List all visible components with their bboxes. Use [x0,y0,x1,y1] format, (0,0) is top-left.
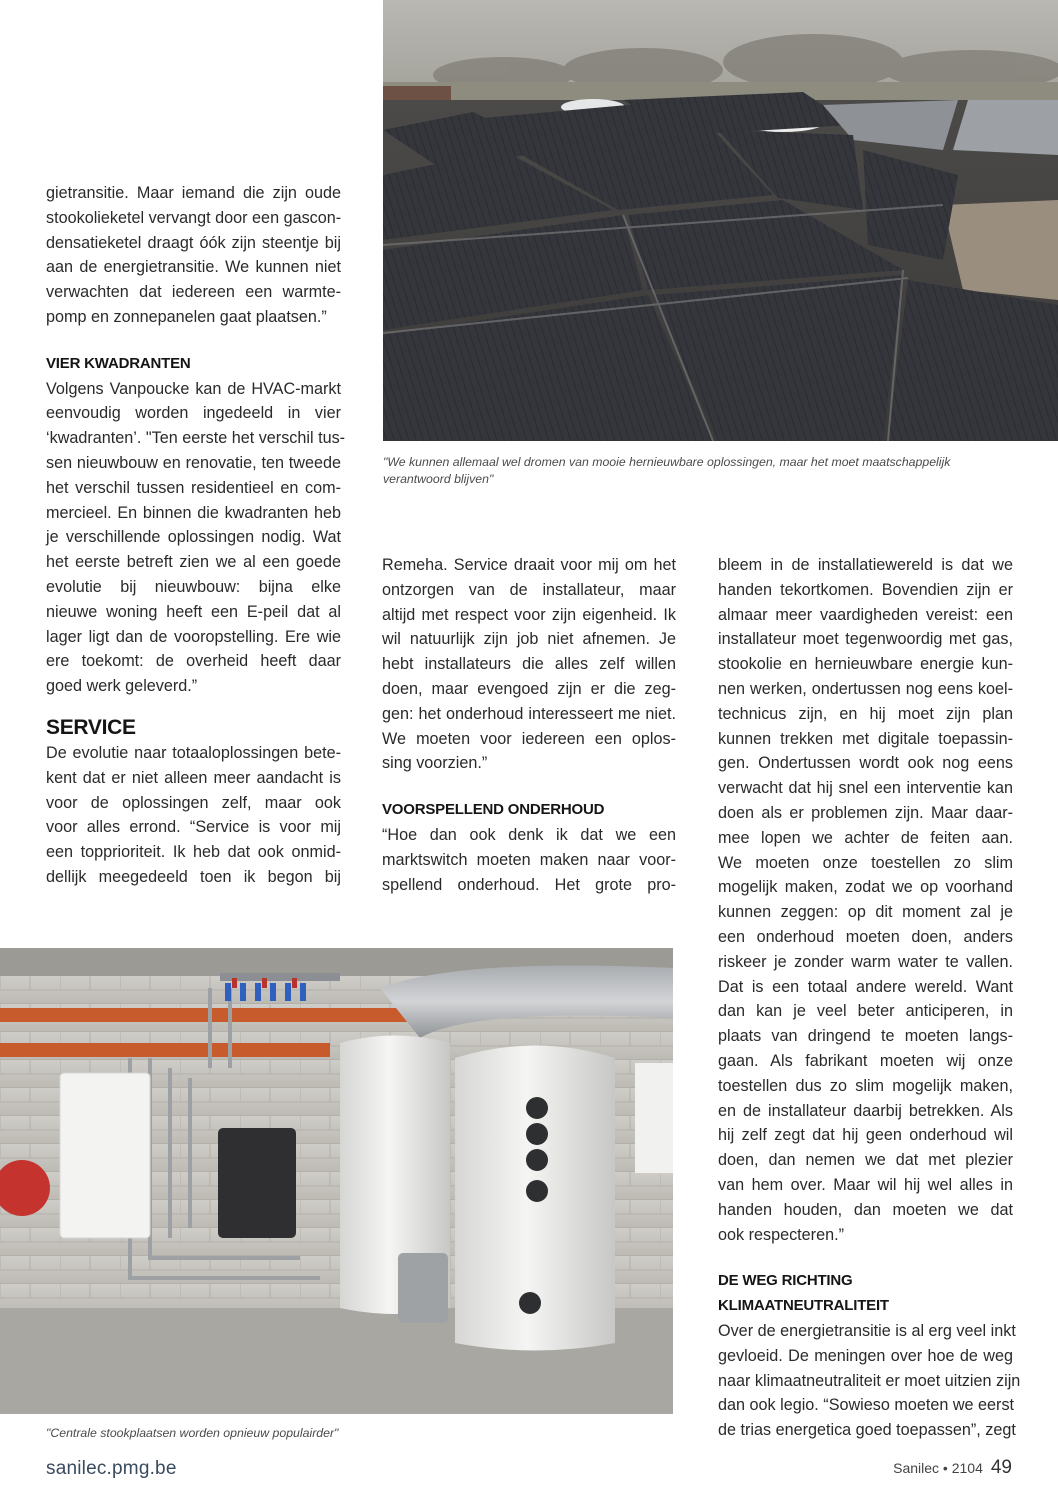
col1-paragraph-2 [46,377,346,699]
text-line: dellijk meegedeeld toen ik begon bij [46,867,341,886]
text-line: marktswitch moeten maken naar voor- [382,850,676,869]
text-line: hebt installateurs die alles zelf willen [382,655,676,674]
col1-paragraph-3 [46,741,341,890]
text-line: stookolieketel vervangt door een gascon- [46,208,342,227]
text-line: ‘kwadranten’. "Ten eerste het verschil tus- [46,429,346,448]
text-line: gevloeid. De meningen over hoe de weg [718,1346,1013,1365]
text-line: naar klimaatneutraliteit er moet uitzien zijn [718,1371,1021,1390]
text-line: evolutie bij nieuwbouw: bijna elke [46,577,341,596]
text-line: “Hoe dan ook denk ik dat we een [382,825,676,844]
text-line: het verschil tussen residentieel en com- [46,478,341,497]
text-line: lager ligt dan de vooropstelling. Ere wie [46,627,341,646]
col2-paragraph-2 [382,823,676,897]
text-line: mercieel. En binnen die kwadranten heb [46,503,341,522]
text-line: de trias energetica goed toepassen”, zegt [718,1421,1016,1440]
col3-paragraph-2 [718,1319,1021,1443]
solar-panels-photo [383,0,1058,441]
text-line: gen. Ondertussen wordt ook nog eens [718,754,1013,773]
subheading-weg-line-2: KLIMAATNEUTRALITEIT [718,1297,889,1315]
solar-caption-line-1: "We kunnen allemaal wel dromen van mooie hernieuwbare oplossingen, maar het moet maatschappelijk [383,455,951,469]
boiler-room-photo [0,948,673,1414]
text-line: mee lopen we achter de feiten aan. [718,828,1013,847]
text-line: sen nieuwbouw en renovatie, ten tweede [46,453,341,472]
subheading-vier-kwadranten: VIER KWADRANTEN [46,354,191,372]
article-column-1 [46,181,346,890]
subheading-voorspellend-onderhoud: VOORSPELLEND ONDERHOUD [382,801,605,819]
solar-photo-caption [383,454,1023,488]
text-line: Remeha. Service draait voor mij om het [382,556,676,574]
text-line: kunnen zeggen: op dit moment zal je [718,903,1013,922]
article-column-3 [718,553,1021,1443]
text-line: stookolie en hernieuwbare energie kun- [718,655,1013,674]
text-line: en de installateur daarbij betrekken. Als [718,1101,1013,1120]
text-line: Volgens Vanpoucke kan de HVAC-markt [46,379,341,398]
text-line: plaats van dringend te moeten langs- [718,1027,1013,1046]
text-line: van hem over. Maar wil hij wel alles in [718,1175,1013,1194]
text-line: kunnen trekken met digitale toepassin- [718,729,1013,748]
heading-service: SERVICE [46,715,136,739]
text-line: sing voorzien.” [382,754,488,773]
text-line: dan kan je veel beter anticiperen, in [718,1002,1013,1021]
text-line: doen als er problemen zijn. Maar daar- [718,803,1013,822]
text-line: dan ook legio. “Sowieso moeten we eerst [718,1396,1015,1415]
boiler-photo-caption: "Centrale stookplaatsen worden opnieuw populairder" [46,1426,339,1440]
text-line: gietransitie. Maar iemand die zijn oude [46,184,341,202]
text-line: spellend onderhoud. Het grote pro- [382,875,676,894]
text-line: doen, maar evengoed zijn er die zeg- [382,679,676,698]
col1-paragraph-1 [46,181,341,330]
solar-caption-line-2: verantwoord blijven" [383,472,494,486]
text-line: technicus zijn, en hij moet zijn plan [718,704,1013,723]
page-number: 49 [990,1457,1012,1478]
text-line: ontzorgen van de installateur, maar [382,580,676,599]
text-line: voor alles errond. “Service is voor mij [46,818,341,837]
text-line: Dat is een totaal andere wereld. Want [718,977,1013,996]
text-line: bleem in de installatiewereld is dat we [718,556,1013,574]
text-line: handen tekortkomen. Bovendien zijn er [718,580,1013,599]
subheading-weg-line-1: DE WEG RICHTING [718,1272,853,1290]
text-line: mogelijk maken, zodat we op voorhand [718,878,1013,897]
text-line: toestellen dus zo slim mogelijk maken, [718,1076,1013,1095]
text-line: almaar meer vaardigheden vereist: een [718,605,1013,624]
text-line: kent dat er niet alleen meer aandacht is [46,768,341,787]
text-line: een topprioriteit. Ik heb dat ook onmid- [46,843,341,862]
col2-paragraph-1 [382,553,676,776]
magazine-issue: Sanilec • 2104 [893,1460,983,1476]
text-line: densatieketel draagt óók zijn steentje bij [46,233,341,252]
text-line: doen, dan nemen we dat met plezier [718,1151,1013,1170]
text-line: verwacht dat hij snel een interventie kan [718,779,1013,798]
text-line: We moeten voor iedereen een oplos- [382,729,676,748]
text-line: voor de oplossingen zelf, maar ook [46,793,341,812]
text-line: De evolutie naar totaaloplossingen bete- [46,743,341,762]
text-line: eenvoudig worden ingedeeld in vier [46,404,341,423]
text-line: hij zelf zegt dat hij geen onderhoud wil [718,1126,1013,1145]
text-line: nen werken, ondertussen nog eens koel- [718,679,1013,698]
text-line: riskeer je zonder warm water te vallen. [718,952,1013,971]
text-line: het eerste betreft zien we al een goede [46,553,341,572]
text-line: aan de energietransitie. We kunnen niet [46,258,341,277]
page-footer-info [893,1457,1012,1479]
text-line: nieuwe woning heeft een E-peil dat al [46,602,341,621]
text-line: Over de energietransitie is al erg veel inkt [718,1321,1016,1340]
text-line: gen: het onderhoud interesseert me niet. [382,704,676,723]
text-line: goed werk geleverd.” [46,677,198,696]
text-line: installateur moet tegenwoordig met gas, [718,630,1013,649]
text-line: handen houden, dan moeten we dat [718,1200,1013,1219]
text-line: We moeten onze toestellen zo slim [718,853,1013,872]
article-column-2 [382,553,676,897]
text-line: ere toekomt: de overheid heeft daar [46,652,341,671]
col3-paragraph-1 [718,553,1013,1247]
text-line: je verschillende oplossingen nodig. Wat [46,528,341,547]
text-line: ook respecteren.” [718,1225,844,1244]
text-line: gaan. Als fabrikant moeten wij onze [718,1051,1013,1070]
text-line: pomp en zonnepanelen gaat plaatsen.” [46,307,327,326]
text-line: een onderhoud moeten doen, anders [718,927,1013,946]
text-line: altijd met respect voor zijn eigenheid. Ik [382,605,676,624]
text-line: verwachten dat iedereen een warmte- [46,283,341,302]
text-line: wil natuurlijk zijn job niet afnemen. Je [382,630,676,649]
website-link[interactable]: sanilec.pmg.be [46,1458,177,1479]
